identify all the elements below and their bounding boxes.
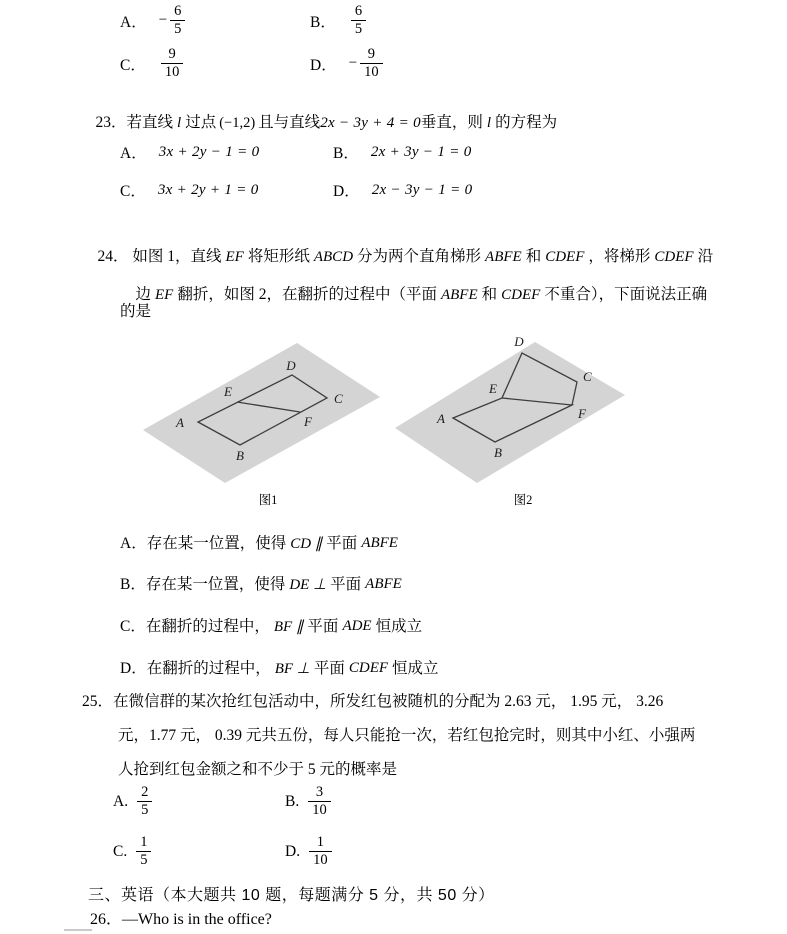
q25-option-d xyxy=(285,834,332,870)
fig1-label-D: D xyxy=(286,358,296,373)
math-EF: EF xyxy=(155,287,174,303)
option-text: 恒成立 xyxy=(392,660,439,677)
q22-option-b xyxy=(310,3,366,39)
q23-stem-text: 且与直线 xyxy=(258,114,321,131)
math-equation: 3x + 2y + 1 = 0 xyxy=(157,181,259,198)
q25-stem-line1: 25．在微信群的某次抢红包活动中，所发红包被随机的分配为 2.63 元， 1.95 元， 3.26 xyxy=(82,693,664,710)
fraction-denominator: 5 xyxy=(174,21,182,38)
math-plane-name: ADE xyxy=(342,618,372,634)
math-point: (−1,2) xyxy=(219,115,256,131)
fig1-label-F: F xyxy=(304,414,312,429)
option-text: C．在翻折的过程中， xyxy=(120,618,270,635)
fraction xyxy=(308,784,331,820)
q24-text: 和 xyxy=(481,286,498,303)
fraction xyxy=(360,46,383,82)
fraction-denominator: 10 xyxy=(364,64,379,81)
q24-option-a xyxy=(120,533,402,554)
math-CDEF: CDEF xyxy=(501,287,541,303)
fig2-caption: 图2 xyxy=(513,493,533,507)
fraction xyxy=(351,3,366,39)
q23-stem-text: 垂直，则 xyxy=(420,114,483,131)
fig2-label-D: D xyxy=(514,334,524,349)
q24-text: 沿 xyxy=(697,248,714,265)
fraction-denominator: 10 xyxy=(312,802,327,819)
option-label: C． xyxy=(120,183,146,200)
math-CDEF: CDEF xyxy=(545,249,585,265)
fraction-numerator: 6 xyxy=(170,3,185,21)
option-text: 平面 xyxy=(307,618,339,635)
page-edge-artifact xyxy=(64,929,92,931)
fraction-numerator: 6 xyxy=(351,3,366,21)
math-relation: CD ∥ xyxy=(290,536,323,552)
q24-option-b xyxy=(120,574,406,595)
q25-option-c xyxy=(113,834,151,870)
option-label: B. xyxy=(285,792,300,810)
math-relation: BF ⊥ xyxy=(274,661,310,677)
fraction-numerator: 2 xyxy=(137,784,152,802)
q24-text: 分为两个直角梯形 xyxy=(357,248,482,265)
option-text: 平面 xyxy=(330,576,362,593)
q23-stem-text: 23．若直线 xyxy=(95,114,174,131)
fraction xyxy=(170,3,185,39)
q22-option-d xyxy=(310,46,383,82)
q24-text: 翻折，如图 2，在翻折的过程中（平面 xyxy=(177,286,437,303)
fraction-denominator: 5 xyxy=(141,802,149,819)
fig2-label-B: B xyxy=(494,445,502,460)
q24-text: 边 xyxy=(135,286,152,303)
q23-option-c xyxy=(120,179,259,201)
option-label: A. xyxy=(113,792,129,810)
math-ABFE: ABFE xyxy=(485,249,522,265)
fraction xyxy=(309,834,332,870)
option-label: D． xyxy=(310,56,337,74)
fig1-label-B: B xyxy=(236,448,244,463)
figure-2 xyxy=(395,333,651,485)
q23-option-a xyxy=(120,141,259,163)
fraction-numerator: 1 xyxy=(309,834,332,852)
q25-stem-line2: 元，1.77 元， 0.39 元共五份，每人只能抢一次，若红包抢完时，则其中小红、小强两 xyxy=(118,727,696,744)
minus-sign: − xyxy=(158,12,168,29)
section-english-heading: 三、英语（本大题共 10 题，每题满分 5 分，共 50 分） xyxy=(88,887,495,904)
q24-stem-line2 xyxy=(120,263,707,327)
fig1-label-A: A xyxy=(176,415,184,430)
math-EF: EF xyxy=(225,249,244,265)
fraction-numerator: 3 xyxy=(308,784,331,802)
fig1-caption: 图1 xyxy=(258,493,278,507)
option-label: C． xyxy=(120,56,146,74)
q26-stem: 26．—Who is in the office? xyxy=(90,911,272,928)
fraction-numerator: 9 xyxy=(360,46,383,64)
q24-text: 将矩形纸 xyxy=(247,248,310,265)
math-plane-name: ABFE xyxy=(365,576,402,592)
option-text: B．存在某一位置，使得 xyxy=(120,576,286,593)
q24-option-c xyxy=(120,616,422,637)
q25-stem-line3: 人抢到红包金额之和不少于 5 元的概率是 xyxy=(118,761,398,778)
option-label: A． xyxy=(120,145,147,162)
fraction-numerator: 1 xyxy=(136,834,151,852)
math-equation: 3x + 2y − 1 = 0 xyxy=(158,143,260,160)
q22-option-c xyxy=(120,46,183,82)
math-equation: 2x + 3y − 1 = 0 xyxy=(370,143,472,160)
option-text: D．在翻折的过程中， xyxy=(120,660,271,677)
fig1-label-E: E xyxy=(224,384,232,399)
fig2-plane xyxy=(395,342,625,483)
q24-stem-line3: 的是 xyxy=(120,303,152,320)
q25-option-a xyxy=(113,784,152,820)
option-label: D. xyxy=(285,842,301,860)
q22-option-a xyxy=(120,3,185,39)
option-text: A．存在某一位置，使得 xyxy=(120,535,287,552)
math-var-l: l xyxy=(177,115,182,131)
math-plane-name: ABFE xyxy=(361,535,398,551)
fig2-label-E: E xyxy=(489,381,497,396)
fraction xyxy=(161,46,184,82)
figure-1 xyxy=(140,333,396,485)
math-var-l: l xyxy=(486,115,492,131)
fig2-label-C: C xyxy=(583,369,592,384)
fig2-label-F: F xyxy=(578,406,586,421)
q24-text: 24． 如图 1，直线 xyxy=(97,248,222,265)
math-ABCD: ABCD xyxy=(313,249,354,265)
q24-text: 不重合），下面说法正确 xyxy=(544,286,708,303)
q23-option-d xyxy=(333,179,472,201)
q23-option-b xyxy=(333,141,472,163)
fraction-denominator: 10 xyxy=(164,64,180,81)
option-label: B． xyxy=(310,13,336,31)
q24-option-d xyxy=(120,658,439,679)
fraction-denominator: 5 xyxy=(140,852,148,869)
option-text: 平面 xyxy=(313,660,345,677)
math-equation: 2x − 3y − 1 = 0 xyxy=(371,181,473,198)
math-CDEF: CDEF xyxy=(654,249,694,265)
q23-stem-text: 的方程为 xyxy=(495,114,558,131)
q24-text: 和 xyxy=(525,248,542,265)
fig1-plane xyxy=(143,343,380,483)
q25-option-b xyxy=(285,784,331,820)
math-ABFE: ABFE xyxy=(440,287,478,303)
option-label: A． xyxy=(120,13,147,31)
fraction-numerator: 9 xyxy=(161,46,184,64)
math-relation: DE ⊥ xyxy=(289,577,327,593)
q24-text: ，将梯形 xyxy=(588,248,651,265)
option-text: 恒成立 xyxy=(375,618,423,635)
q23-stem-text: 过点 xyxy=(185,114,217,131)
option-label: C. xyxy=(113,842,128,860)
minus-sign: − xyxy=(348,55,358,72)
fraction-denominator: 10 xyxy=(313,852,328,869)
fraction xyxy=(137,784,152,820)
math-plane-name: CDEF xyxy=(348,660,389,676)
fig2-label-A: A xyxy=(437,411,445,426)
option-label: B． xyxy=(333,145,359,162)
option-label: D． xyxy=(333,183,360,200)
fraction-denominator: 5 xyxy=(354,21,363,38)
option-text: 平面 xyxy=(326,535,358,552)
math-relation: BF ∥ xyxy=(273,619,304,635)
fig1-label-C: C xyxy=(334,391,343,406)
fraction xyxy=(136,834,151,870)
math-equation: 2x − 3y + 4 = 0 xyxy=(320,115,421,131)
